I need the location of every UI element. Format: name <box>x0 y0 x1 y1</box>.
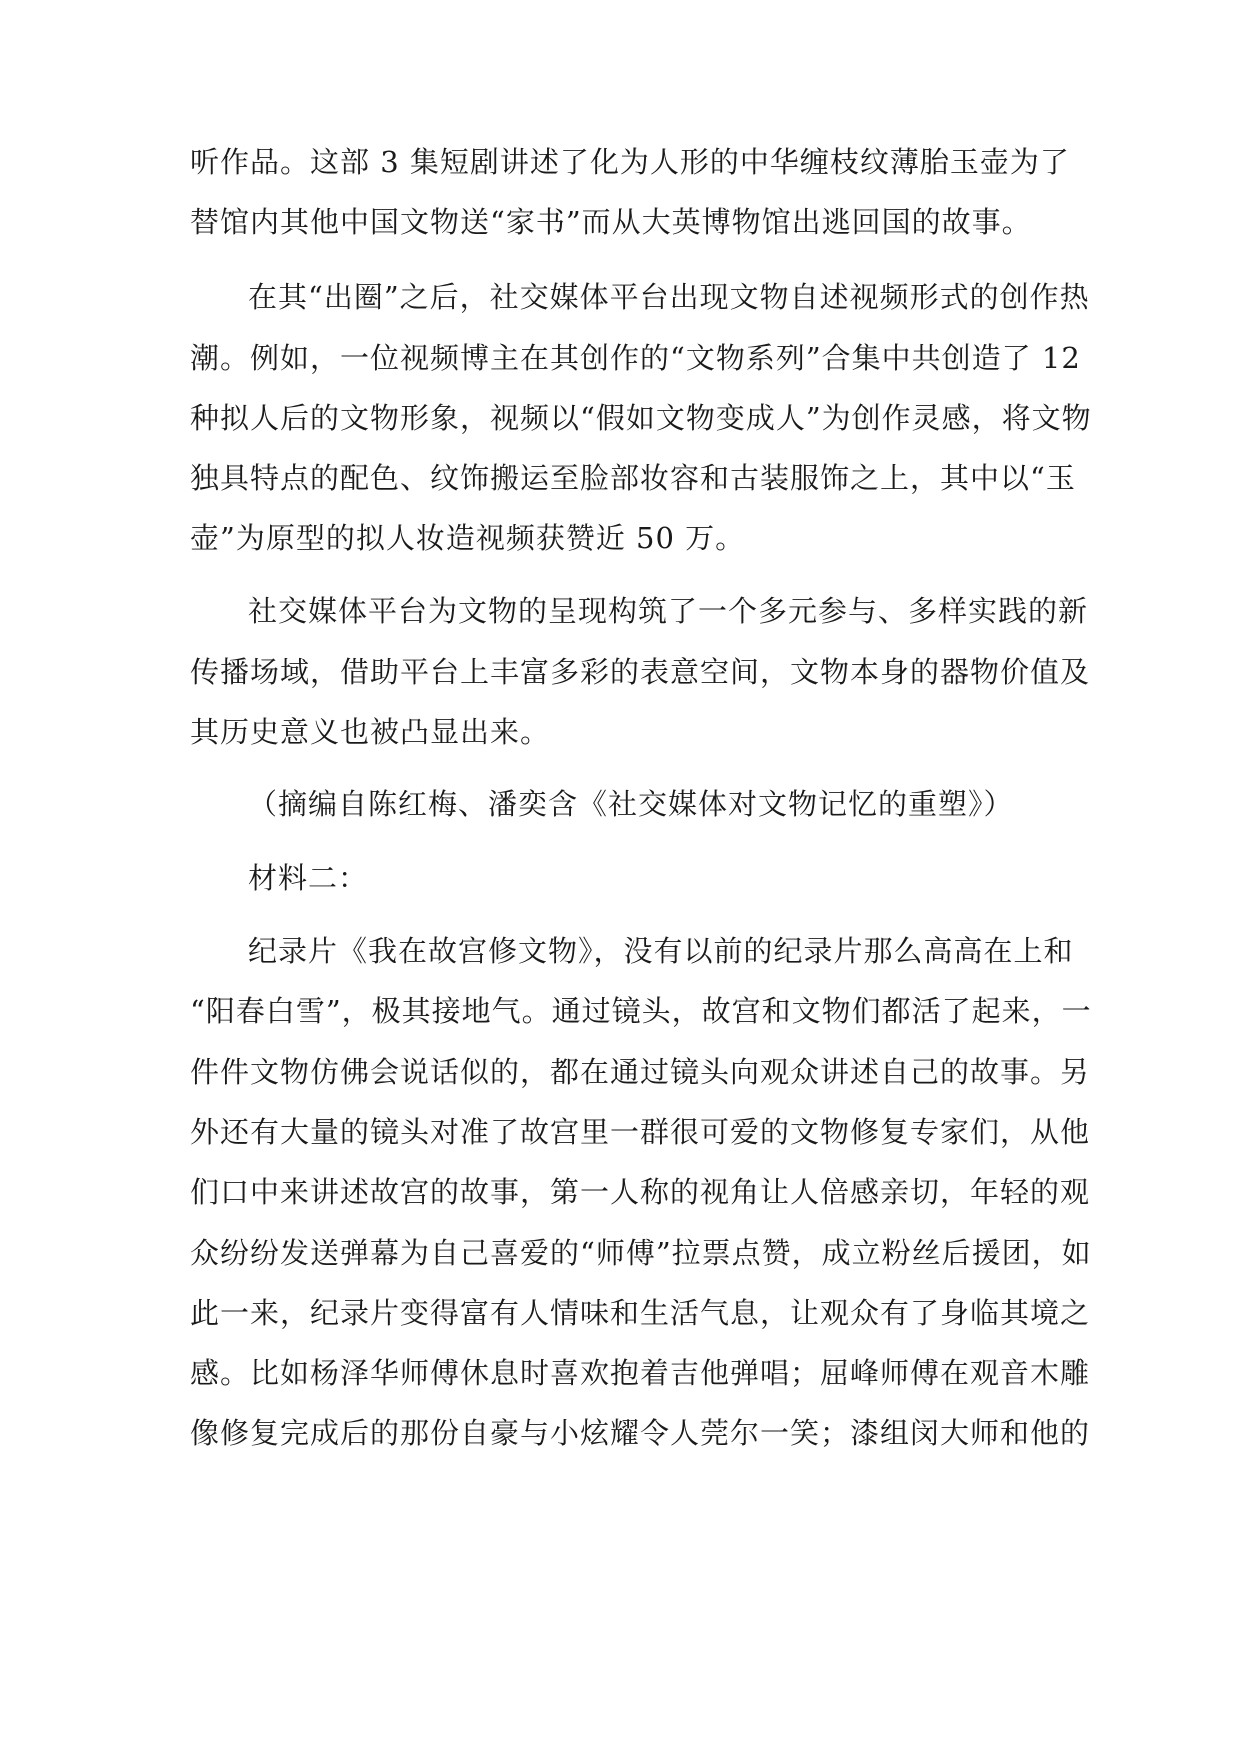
text-line: 传播场域，借助平台上丰富多彩的表意空间，文物本身的器物价值及 <box>190 655 1091 689</box>
text-line: 其历史意义也被凸显出来。 <box>190 715 551 749</box>
text-line: 听作品。这部 3 集短剧讲述了化为人形的中华缠枝纹薄胎玉壶为了 <box>190 145 1070 179</box>
text-line: 外还有大量的镜头对准了故宫里一群很可爱的文物修复专家们，从他 <box>190 1115 1091 1149</box>
text-line: 壶”为原型的拟人妆造视频获赞近 50 万。 <box>190 521 746 555</box>
text-line: 种拟人后的文物形象，视频以“假如文物变成人”为创作灵感，将文物 <box>190 401 1092 435</box>
text-line: “阳春白雪”，极其接地气。通过镜头，故宫和文物们都活了起来，一 <box>190 994 1092 1028</box>
text-line: 感。比如杨泽华师傅休息时喜欢抱着吉他弹唱；屈峰师傅在观音木雕 <box>190 1356 1091 1390</box>
text-line: 众纷纷发送弹幕为自己喜爱的“师傅”拉票点赞，成立粉丝后援团，如 <box>190 1236 1092 1270</box>
text-line: 独具特点的配色、纹饰搬运至脸部妆容和古装服饰之上，其中以“玉 <box>190 461 1076 495</box>
text-line: 件件文物仿佛会说话似的，都在通过镜头向观众讲述自己的故事。另 <box>190 1055 1091 1089</box>
text-line: 此一来，纪录片变得富有人情味和生活气息，让观众有了身临其境之 <box>190 1296 1091 1330</box>
text-line: 潮。例如，一位视频博主在其创作的“文物系列”合集中共创造了 12 <box>190 341 1081 375</box>
source-citation: （摘编自陈红梅、潘奕含《社交媒体对文物记忆的重塑》） <box>248 787 1014 821</box>
text-line: 社交媒体平台为文物的呈现构筑了一个多元参与、多样实践的新 <box>248 594 1089 628</box>
text-line: 纪录片《我在故宫修文物》，没有以前的纪录片那么高高在上和 <box>248 934 1074 968</box>
text-line: 像修复完成后的那份自豪与小炫耀令人莞尔一笑；漆组闵大师和他的 <box>190 1416 1091 1450</box>
text-line: 替馆内其他中国文物送“家书”而从大英博物馆出逃回国的故事。 <box>190 205 1032 239</box>
section-heading: 材料二： <box>248 861 369 895</box>
text-line: 在其“出圈”之后，社交媒体平台出现文物自述视频形式的创作热 <box>248 280 1090 314</box>
text-line: 们口中来讲述故宫的故事，第一人称的视角让人倍感亲切，年轻的观 <box>190 1175 1091 1209</box>
